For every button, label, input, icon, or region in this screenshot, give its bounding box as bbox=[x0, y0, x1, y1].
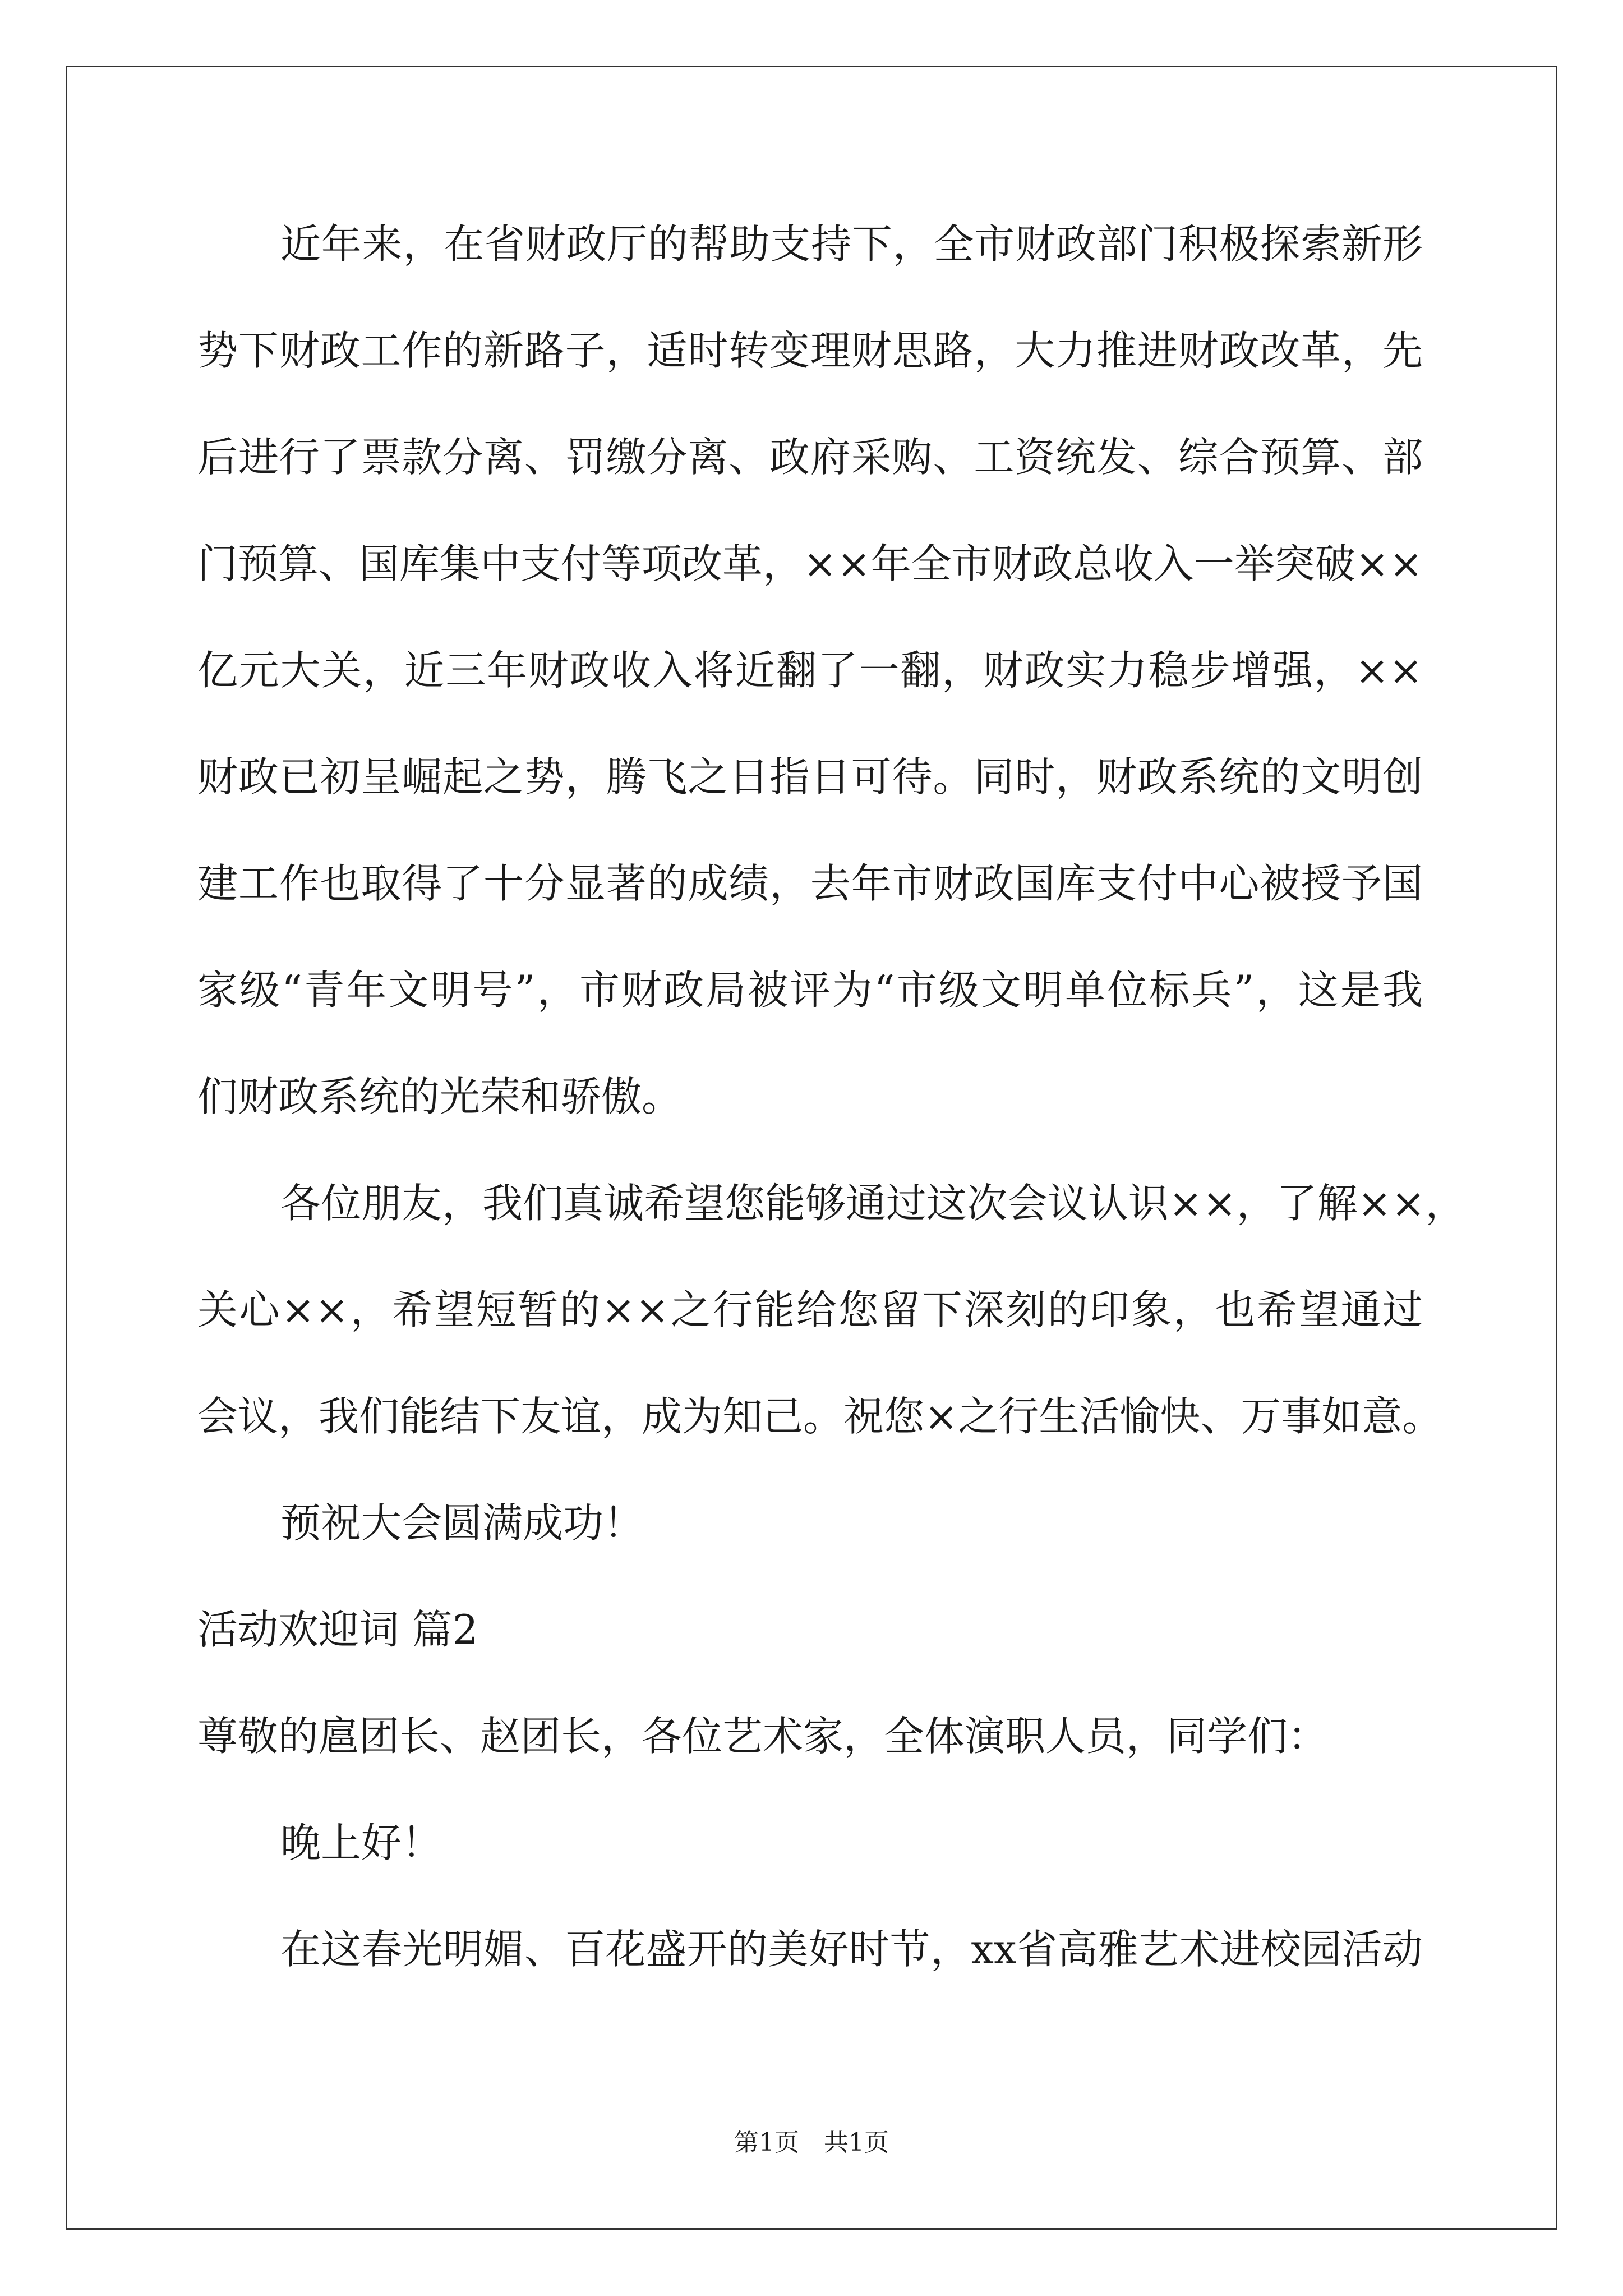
page-footer: 第1页 共1页 bbox=[734, 2128, 889, 2157]
page-border bbox=[66, 66, 1557, 2230]
paragraph-1-line-9: 们财政系统的光荣和骄傲。 bbox=[197, 1073, 683, 1120]
salutation: 尊敬的扈团长、赵团长，各位艺术家，全体演职人员，同学们： bbox=[197, 1713, 1329, 1760]
paragraph-4-line-1: 在这春光明媚、百花盛开的美好时节，xx省高雅艺术进校园活动 bbox=[280, 1926, 1423, 1973]
paragraph-1-line-7: 建工作也取得了十分显著的成绩，去年市财政国库支付中心被授予国 bbox=[197, 860, 1423, 907]
paragraph-1-line-6: 财政已初呈崛起之势，腾飞之日指日可待。同时，财政系统的文明创 bbox=[197, 753, 1423, 800]
paragraph-1-line-5: 亿元大关，近三年财政收入将近翻了一翻，财政实力稳步增强，×× bbox=[197, 647, 1423, 694]
section-heading: 活动欢迎词 篇2 bbox=[197, 1606, 478, 1653]
greeting: 晚上好！ bbox=[280, 1819, 442, 1866]
paragraph-1-line-3: 后进行了票款分离、罚缴分离、政府采购、工资统发、综合预算、部 bbox=[197, 434, 1423, 481]
paragraph-2-line-2: 关心××，希望短暂的××之行能给您留下深刻的印象，也希望通过 bbox=[197, 1286, 1423, 1333]
paragraph-1-line-2: 势下财政工作的新路子，适时转变理财思路，大力推进财政改革，先 bbox=[197, 327, 1423, 374]
paragraph-1-line-8: 家级“青年文明号”，市财政局被评为“市级文明单位标兵”，这是我 bbox=[197, 967, 1423, 1014]
paragraph-2-line-3: 会议，我们能结下友谊，成为知己。祝您×之行生活愉快、万事如意。 bbox=[197, 1393, 1443, 1440]
paragraph-1-line-1: 近年来，在省财政厅的帮助支持下，全市财政部门积极探索新形 bbox=[280, 220, 1423, 268]
paragraph-1-line-4: 门预算、国库集中支付等项改革，××年全市财政总收入一举突破×× bbox=[197, 540, 1423, 587]
paragraph-3: 预祝大会圆满成功！ bbox=[280, 1499, 644, 1547]
paragraph-2-line-1: 各位朋友，我们真诚希望您能够通过这次会议认识××，了解××， bbox=[280, 1180, 1466, 1227]
